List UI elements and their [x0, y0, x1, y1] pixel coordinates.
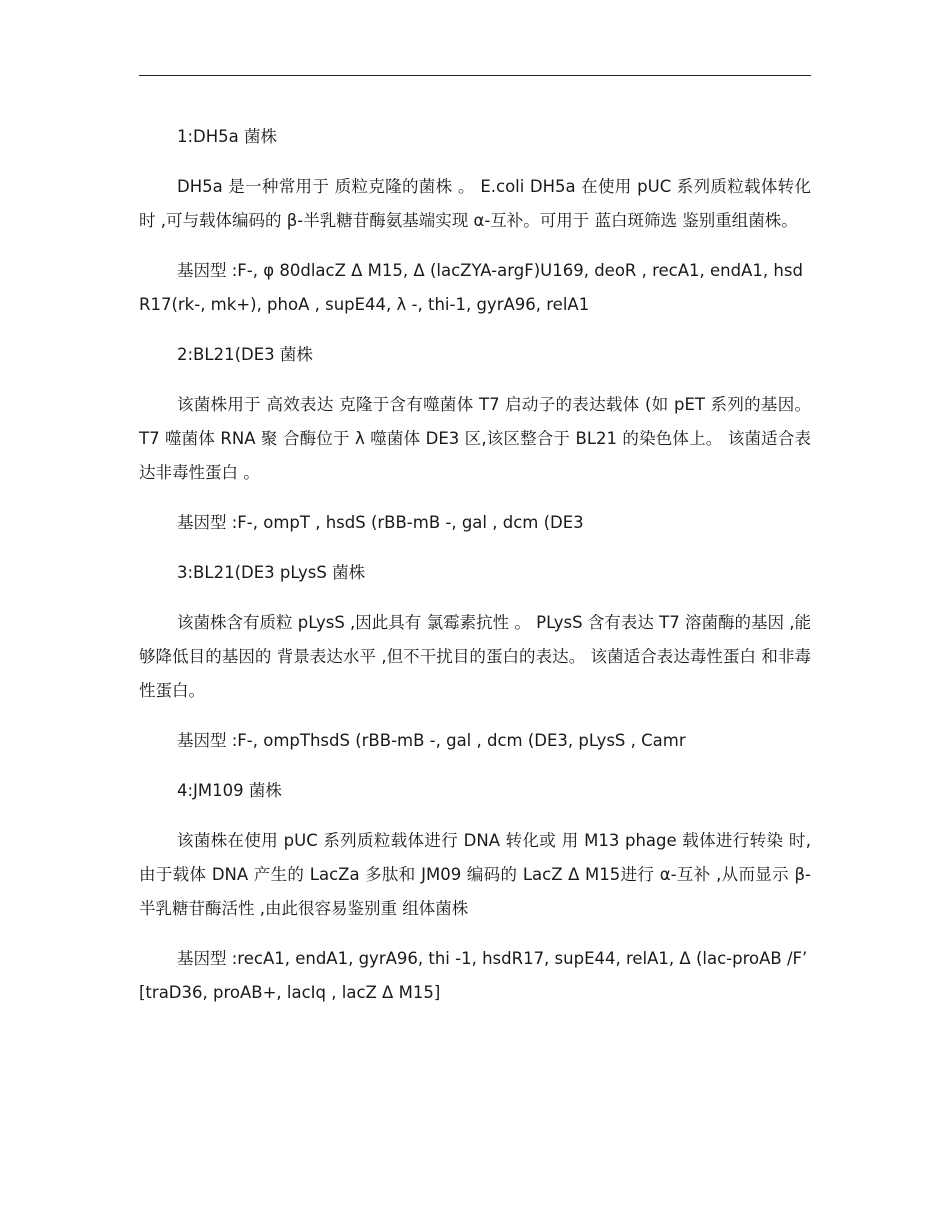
- header-rule: [139, 75, 811, 76]
- strain-section-bl21-plyss: [139, 556, 811, 758]
- document-body: [139, 120, 811, 1026]
- section-heading: 1:DH5a 菌株: [177, 127, 278, 146]
- strain-section-jm109: [139, 774, 811, 1010]
- strain-section-bl21-de3: [139, 338, 811, 540]
- section-heading: 3:BL21(DE3 pLysS 菌株: [177, 563, 366, 582]
- section-genotype: 基因型 :F-, φ 80dlacZ Δ M15, Δ (lacZYA-argF)U169, deoR , recA1, endA1, hsdR17(rk-, mk+), phoA , supE44, λ -, thi-1, gyrA96, relA1: [139, 261, 803, 314]
- section-genotype: 基因型 :recA1, endA1, gyrA96, thi -1, hsdR17, supE44, relA1, Δ (lac-proAB /F’ [traD36, proAB+, lacIq , lacZ Δ M15]: [139, 949, 808, 1002]
- section-description: 该菌株含有质粒 pLysS ,因此具有 氯霉素抗性 。 PLysS 含有表达 T7 溶菌酶的基因 ,能够降低目的基因的 背景表达水平 ,但不干扰目的蛋白的表达。 该菌适合表达毒性蛋白 和非毒性蛋白。: [139, 613, 811, 700]
- section-description: 该菌株在使用 pUC 系列质粒载体进行 DNA 转化或 用 M13 phage 载体进行转染 时,由于载体 DNA 产生的 LacZa 多肽和 JM09 编码的 LacZ Δ M15进行 α-互补 ,从而显示 β-半乳糖苷酶活性 ,由此很容易鉴别重 组体菌株: [139, 831, 811, 918]
- section-genotype: 基因型 :F-, ompThsdS (rBB-mB -, gal , dcm (DE3, pLysS , Camr: [177, 731, 686, 750]
- section-genotype: 基因型 :F-, ompT , hsdS (rBB-mB -, gal , dcm (DE3: [177, 513, 584, 532]
- strain-section-dh5a: [139, 120, 811, 322]
- section-heading: 2:BL21(DE3 菌株: [177, 345, 313, 364]
- section-heading: 4:JM109 菌株: [177, 781, 282, 800]
- section-description: DH5a 是一种常用于 质粒克隆的菌株 。 E.coli DH5a 在使用 pUC 系列质粒载体转化时 ,可与载体编码的 β-半乳糖苷酶氨基端实现 α-互补。可用于 蓝白斑筛选 鉴别重组菌株。: [139, 177, 811, 230]
- section-description: 该菌株用于 高效表达 克隆于含有噬菌体 T7 启动子的表达载体 (如 pET 系列的基因。 T7 噬菌体 RNA 聚 合酶位于 λ 噬菌体 DE3 区,该区整合于 BL21 的染色体上。 该菌适合表达非毒性蛋白 。: [139, 395, 811, 482]
